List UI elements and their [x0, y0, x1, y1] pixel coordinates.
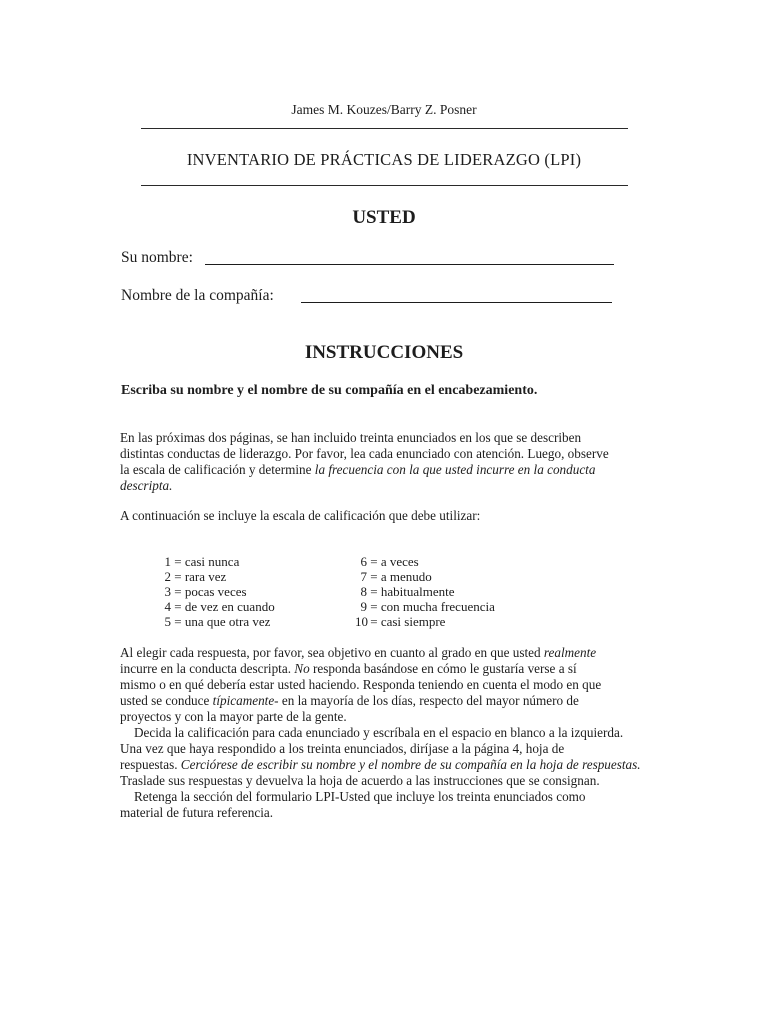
paragraph-line: [120, 661, 644, 677]
scale-number: 10: [355, 614, 368, 629]
paragraph-text: en la mayoría de los días, respecto del mayor número de: [278, 693, 579, 708]
scale-number: 8: [360, 584, 367, 599]
scale-label: = de vez en cuando: [174, 599, 275, 614]
paragraph-italic-text: No: [294, 661, 310, 676]
paragraph-text: usted se conduce: [120, 693, 213, 708]
author-line: James M. Kouzes/Barry Z. Posner: [291, 102, 477, 117]
paragraph-line: Traslade sus respuestas y devuelva la hoja de acuerdo a las instrucciones que se consignan.: [120, 773, 600, 788]
scale-number: 6: [360, 554, 367, 569]
document-title: INVENTARIO DE PRÁCTICAS DE LIDERAZGO (LPI): [186, 150, 582, 169]
name-field-blank: [205, 264, 614, 265]
scale-label: = casi siempre: [370, 614, 446, 629]
scale-intro: A continuación se incluye la escala de calificación que debe utilizar:: [120, 508, 481, 523]
instructions-subheading: Escriba su nombre y el nombre de su compañía en el encabezamiento.: [121, 383, 538, 398]
instructions-paragraph-4: [120, 789, 644, 821]
scale-item: [159, 614, 270, 630]
scale-item: [355, 569, 432, 585]
scale-number: 9: [360, 599, 367, 614]
paragraph-text: responda basándose en cómo le gustaría verse a sí: [309, 661, 577, 676]
paragraph-line: [120, 645, 644, 661]
company-field-blank: [301, 302, 612, 303]
paragraph-italic-text: realmente: [543, 645, 597, 660]
paragraph-italic-text: descripta.: [120, 478, 173, 493]
scale-number: 4: [164, 599, 171, 614]
paragraph-line: mismo o en qué debería estar usted haciendo. Responda teniendo en cuenta el modo en que: [120, 677, 602, 692]
scale-item: [159, 569, 226, 585]
paragraph-line: [120, 462, 644, 478]
paragraph-line: [120, 693, 644, 709]
paragraph-line: proyectos y con la mayor parte de la gente.: [120, 709, 347, 724]
scale-label: = rara vez: [174, 569, 227, 584]
scale-number: 7: [360, 569, 367, 584]
scale-label: = con mucha frecuencia: [370, 599, 495, 614]
section-heading-usted: USTED: [352, 207, 416, 228]
paragraph-line: [120, 478, 644, 494]
company-field-label: Nombre de la compañía:: [121, 287, 274, 304]
name-field-label: Su nombre:: [121, 249, 193, 266]
instructions-paragraph-3: [120, 725, 644, 789]
scale-item: [159, 584, 247, 600]
paragraph-italic-text: Cerciórese de escribir su nombre y el nombre de su compañía en la hoja de respuestas.: [180, 757, 641, 772]
scale-item: [159, 554, 239, 570]
paragraph-text: respuestas.: [120, 757, 181, 772]
paragraph-text: Al elegir cada respuesta, por favor, sea objetivo en cuanto al grado en que usted: [120, 645, 544, 660]
paragraph-line: material de futura referencia.: [120, 805, 274, 820]
scale-label: = a veces: [370, 554, 419, 569]
paragraph-line: [120, 757, 644, 773]
scale-item: [355, 554, 419, 570]
scale-number: 5: [164, 614, 171, 629]
scale-label: = a menudo: [370, 569, 432, 584]
scale-label: = habitualmente: [370, 584, 455, 599]
paragraph-line: En las próximas dos páginas, se han incluido treinta enunciados en los que se describen: [120, 430, 582, 445]
scale-label: = casi nunca: [174, 554, 240, 569]
paragraph-line: Una vez que haya respondido a los treinta enunciados, diríjase a la página 4, hoja de: [120, 741, 565, 756]
section-heading-instrucciones: INSTRUCCIONES: [304, 342, 464, 363]
scale-number: 3: [164, 584, 171, 599]
paragraph-italic-text: la frecuencia con la que usted incurre en la conducta: [314, 462, 596, 477]
scale-item: [355, 599, 495, 615]
scale-label: = una que otra vez: [174, 614, 271, 629]
header-rule-top: [141, 128, 628, 129]
paragraph-text: incurre en la conducta descripta.: [120, 661, 295, 676]
paragraph-italic-text: típicamente-: [212, 693, 279, 708]
instructions-paragraph-2: [120, 645, 644, 725]
paragraph-text: la escala de calificación y determine: [120, 462, 315, 477]
scale-number: 1: [164, 554, 171, 569]
instructions-paragraph-1: [120, 430, 644, 494]
scale-number: 2: [164, 569, 171, 584]
paragraph-line: distintas conductas de liderazgo. Por favor, lea cada enunciado con atención. Luego, observe: [120, 446, 609, 461]
scale-item: [355, 584, 454, 600]
paragraph-line: Decida la calificación para cada enunciado y escríbala en el espacio en blanco a la izquierda.: [134, 725, 624, 740]
header-rule-bottom: [141, 185, 628, 186]
scale-label: = pocas veces: [174, 584, 247, 599]
paragraph-line: Retenga la sección del formulario LPI-Usted que incluye los treinta enunciados como: [134, 789, 586, 804]
scale-item: [355, 614, 445, 630]
scale-item: [159, 599, 275, 615]
